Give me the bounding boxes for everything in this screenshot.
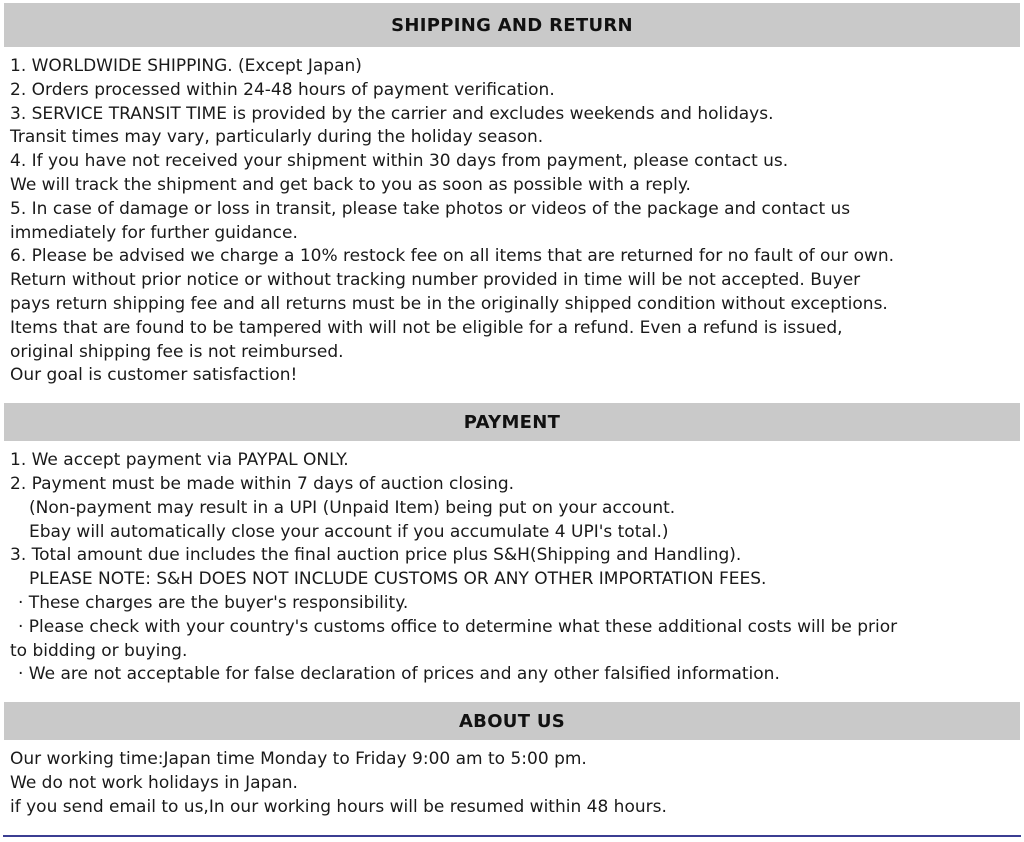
section-body-payment [0,441,1024,702]
text-line: Our working time:Japan time Monday to Friday 9:00 am to 5:00 pm. [10,749,587,770]
text-line: We do not work holidays in Japan. [10,772,298,793]
section-title: PAYMENT [463,411,561,433]
section-header-shipping-and-return [4,3,1020,47]
text-line: 3. SERVICE TRANSIT TIME is provided by the carrier and excludes weekends and holidays. [10,103,774,124]
text-line: We will track the shipment and get back to you as soon as possible with a reply. [10,174,691,195]
text-line: 2. Payment must be made within 7 days of auction closing. [10,473,515,494]
text-line: 6. Please be advised we charge a 10% restock fee on all items that are returned for no fault of our own. [10,246,895,267]
text-line: 1. WORLDWIDE SHIPPING. (Except Japan) [10,56,362,76]
text-line: PLEASE NOTE: S&H DOES NOT INCLUDE CUSTOMS OR ANY OTHER IMPORTATION FEES. [29,569,767,590]
text-line: 3. Total amount due includes the final auction price plus S&H(Shipping and Handling). [10,545,742,566]
text-line: Our goal is customer satisfaction! [10,365,298,386]
text-line: 2. Orders processed within 24-48 hours of payment verification. [10,79,555,100]
text-line: original shipping fee is not reimbursed. [10,341,344,362]
text-line: · We are not acceptable for false declaration of prices and any other falsified information. [18,664,780,685]
section-shipping-and-return [0,3,1024,403]
text-line: Return without prior notice or without tracking number provided in time will be not accepted. Buyer [10,270,861,291]
text-line: Ebay will automatically close your account if you accumulate 4 UPI's total.) [29,521,669,542]
text-line: · These charges are the buyer's responsibility. [18,592,409,613]
text-line: (Non-payment may result in a UPI (Unpaid Item) being put on your account. [29,497,676,518]
text-line: to bidding or buying. [10,640,188,661]
section-payment [0,403,1024,702]
text-line: · Please check with your country's customs office to determine what these additional costs will be prior [18,616,898,637]
section-body-about-us [0,740,1024,834]
text-line: Items that are found to be tampered with will not be eligible for a refund. Even a refund is issued, [10,317,843,338]
section-header-about-us [4,702,1020,740]
section-header-payment [4,403,1020,441]
section-title: SHIPPING AND RETURN [391,14,633,36]
text-line: Transit times may vary, particularly during the holiday season. [10,127,544,148]
section-body-shipping-and-return [0,47,1024,403]
bottom-divider [3,835,1021,837]
text-line: pays return shipping fee and all returns must be in the originally shipped condition without exceptions. [10,293,888,314]
section-title: ABOUT US [458,710,566,732]
text-line: 4. If you have not received your shipment within 30 days from payment, please contact us. [10,151,789,172]
text-line: 1. We accept payment via PAYPAL ONLY. [10,450,349,471]
section-about-us [0,702,1024,834]
text-line: immediately for further guidance. [10,222,298,243]
text-line: 5. In case of damage or loss in transit, please take photos or videos of the package and contact us [10,198,851,219]
text-line: if you send email to us,In our working hours will be resumed within 48 hours. [10,796,667,817]
